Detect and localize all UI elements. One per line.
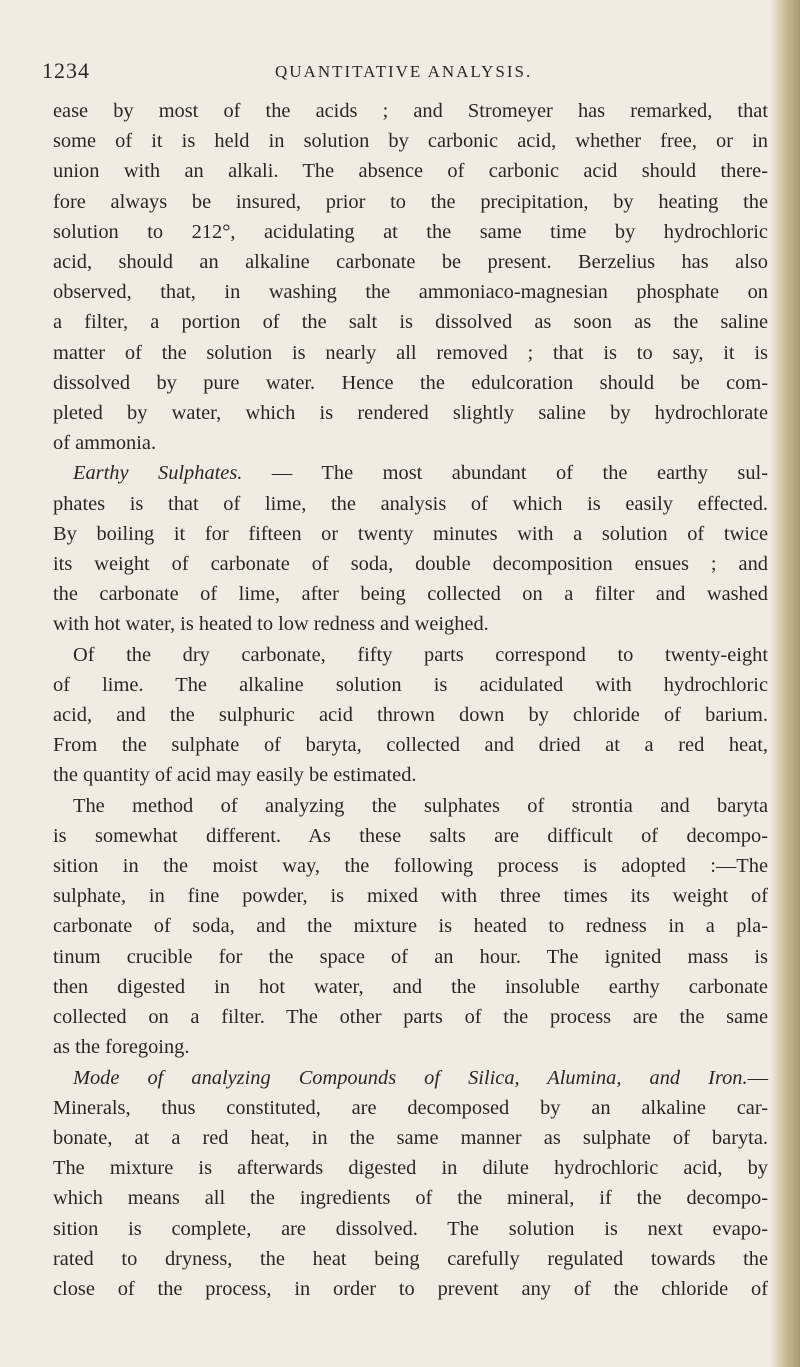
text-line: sition is complete, are dissolved. The solution is next evapo-: [53, 1217, 768, 1240]
text-line: fore always be insured, prior to the precipitation, by heating the: [53, 190, 768, 213]
paragraph-earthy-sulphates: [53, 458, 768, 488]
paragraph-mode-of-analyzing: [53, 1063, 768, 1093]
section-heading-mode-of-analyzing: Mode of analyzing Compounds of Silica, Alumina, and Iron.: [73, 1066, 748, 1089]
text-line: is somewhat different. As these salts are difficult of decompo-: [53, 824, 768, 847]
text-line: matter of the solution is nearly all removed ; that is to say, it is: [53, 341, 768, 364]
text-line: solution to 212°, acidulating at the same time by hydrochloric: [53, 220, 768, 243]
text-line: with hot water, is heated to low redness and weighed.: [53, 613, 489, 636]
text-line: rated to dryness, the heat being carefully regulated towards the: [53, 1247, 768, 1270]
text-line: which means all the ingredients of the mineral, if the decompo-: [53, 1187, 768, 1210]
text-line: a filter, a portion of the salt is dissolved as soon as the saline: [53, 311, 768, 334]
page-edge-shading: [770, 0, 800, 1367]
text-fragment: —: [747, 1066, 768, 1089]
running-head: QUANTITATIVE ANALYSIS.: [275, 62, 533, 81]
text-line: Minerals, thus constituted, are decomposed by an alkaline car-: [53, 1096, 768, 1119]
text-line: carbonate of soda, and the mixture is heated to redness in a pla-: [53, 915, 768, 938]
text-line: collected on a filter. The other parts of the process are the same: [53, 1006, 768, 1029]
text-line: ease by most of the acids ; and Stromeyer has remarked, that: [53, 100, 768, 122]
text-line: Of the dry carbonate, fifty parts correspond to twenty-eight: [73, 643, 768, 666]
text-line: pleted by water, which is rendered slightly saline by hydrochlorate: [53, 402, 768, 425]
text-line: By boiling it for fifteen or twenty minutes with a solution of twice: [53, 522, 768, 545]
text-line: as the foregoing.: [53, 1036, 190, 1059]
text-line: acid, and the sulphuric acid thrown down by chloride of barium.: [53, 704, 768, 727]
text-line: of lime. The alkaline solution is acidulated with hydrochloric: [53, 673, 768, 696]
text-line: dissolved by pure water. Hence the edulcoration should be com-: [53, 371, 768, 394]
text-line: close of the process, in order to prevent any of the chloride of: [53, 1277, 768, 1300]
text-line: tinum crucible for the space of an hour. The ignited mass is: [53, 945, 768, 968]
text-line: the quantity of acid may easily be estimated.: [53, 764, 417, 787]
text-line: acid, should an alkaline carbonate be present. Berzelius has also: [53, 251, 768, 274]
text-line: some of it is held in solution by carbonic acid, whether free, or in: [53, 130, 768, 153]
text-line: union with an alkali. The absence of carbonic acid should there-: [53, 160, 768, 183]
text-line: of ammonia.: [53, 432, 157, 455]
page-number: 1234: [42, 58, 90, 83]
section-heading-earthy-sulphates: Earthy Sulphates.: [73, 462, 243, 485]
text-line: the carbonate of lime, after being collected on a filter and washed: [53, 583, 768, 606]
text-line: phates is that of lime, the analysis of which is easily effected.: [53, 492, 768, 515]
text-fragment: — The most abundant of the earthy sul-: [242, 462, 768, 485]
text-line: its weight of carbonate of soda, double decomposition ensues ; and: [53, 553, 768, 576]
text-line: The mixture is afterwards digested in dilute hydrochloric acid, by: [53, 1157, 768, 1180]
text-line: bonate, at a red heat, in the same manner as sulphate of baryta.: [53, 1126, 768, 1149]
body-text: [53, 96, 768, 1304]
text-line: observed, that, in washing the ammoniaco-magnesian phosphate on: [53, 281, 768, 304]
text-line: then digested in hot water, and the insoluble earthy carbonate: [53, 975, 768, 998]
text-line: sition in the moist way, the following process is adopted :—The: [53, 855, 768, 878]
text-line: sulphate, in fine powder, is mixed with three times its weight of: [53, 885, 768, 908]
text-line: From the sulphate of baryta, collected and dried at a red heat,: [53, 734, 768, 757]
text-line: The method of analyzing the sulphates of strontia and baryta: [73, 794, 768, 817]
